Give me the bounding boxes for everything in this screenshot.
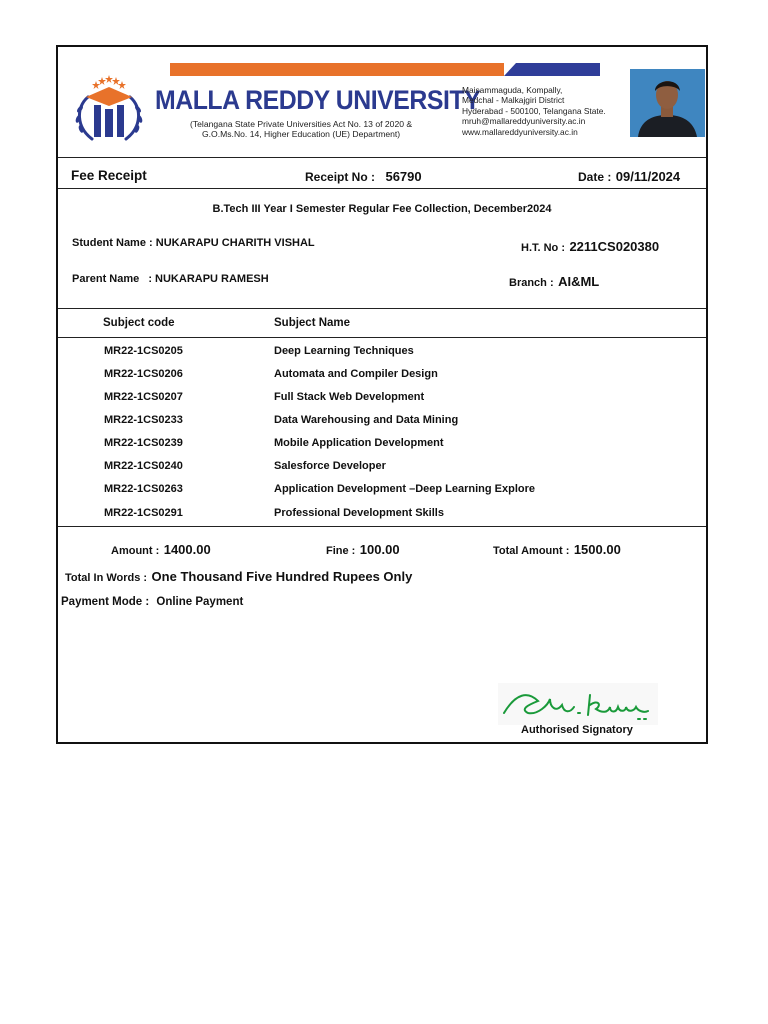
university-logo	[66, 73, 152, 145]
student-name: NUKARAPU CHARITH VISHAL	[155, 237, 315, 249]
student-photo	[630, 69, 705, 137]
subject-name: Mobile Application Development	[274, 437, 444, 449]
branch-value: AI&ML	[558, 274, 600, 289]
total-in-words: One Thousand Five Hundred Rupees Only	[151, 569, 413, 584]
address-line: Hyderabad - 500100, Telangana State.	[462, 105, 606, 116]
university-address	[462, 85, 606, 137]
total-amount-value: 1500.00	[573, 542, 621, 557]
total-amount-group	[493, 541, 621, 559]
subject-code-header: Subject code	[103, 317, 175, 329]
divider	[58, 157, 706, 158]
subject-name: Deep Learning Techniques	[274, 345, 414, 357]
subject-code: MR22-1CS0205	[104, 345, 183, 357]
address-line: Maisammaguda, Kompally,	[462, 85, 563, 95]
receipt-date-group	[578, 168, 680, 186]
branch-group	[509, 273, 599, 291]
subject-name: Professional Development Skills	[274, 507, 444, 519]
payment-mode: Online Payment	[156, 596, 244, 608]
receipt-date-label: Date :	[578, 170, 612, 184]
receipt-title: Fee Receipt	[71, 168, 147, 183]
divider	[58, 337, 706, 338]
authorised-signatory-label: Authorised Signatory	[521, 724, 633, 736]
amount-group	[111, 541, 211, 559]
fine-group	[326, 541, 400, 559]
email-line: mruh@mallareddyuniversity.ac.in	[462, 116, 586, 127]
address-line: Medchal - Malkajgiri District	[462, 95, 565, 106]
subtitle-line-2: G.O.Ms.No. 14, Higher Education (UE) Department)	[201, 129, 401, 139]
hall-ticket-number: 2211CS020380	[569, 239, 660, 254]
student-name-group	[72, 237, 315, 249]
receipt-number: 56790	[385, 169, 422, 184]
subject-code: MR22-1CS0263	[104, 483, 183, 495]
collection-title: B.Tech III Year I Semester Regular Fee Collection, December2024	[212, 203, 552, 215]
fine-label: Fine :	[326, 545, 356, 557]
subject-name: Salesforce Developer	[274, 460, 386, 472]
hall-ticket-label: H.T. No :	[521, 242, 565, 254]
fee-receipt	[56, 45, 708, 744]
signature-image	[498, 683, 658, 725]
receipt-number-group	[305, 168, 422, 186]
subject-name: Automata and Compiler Design	[274, 368, 438, 380]
student-photo-image	[630, 69, 705, 137]
total-in-words-group	[65, 568, 412, 586]
divider	[58, 188, 706, 189]
subtitle-line-1: (Telangana State Private Universities Act No. 13 of 2020 &	[190, 119, 413, 129]
subject-code: MR22-1CS0207	[104, 391, 183, 403]
website-line: www.mallareddyuniversity.ac.in	[462, 126, 578, 137]
subject-name: Full Stack Web Development	[274, 391, 425, 403]
subject-name: Data Warehousing and Data Mining	[274, 414, 459, 426]
parent-name-label: Parent Name	[72, 273, 140, 285]
subject-code: MR22-1CS0240	[104, 460, 183, 472]
header-blue-bar	[504, 63, 600, 76]
university-name: MALLA REDDY UNIVERSITY	[155, 85, 481, 115]
fine-value: 100.00	[359, 542, 400, 557]
total-amount-label: Total Amount :	[493, 545, 570, 557]
student-name-label: Student Name :	[72, 237, 153, 249]
header-orange-bar	[170, 63, 504, 76]
university-subtitle	[190, 119, 412, 139]
parent-name: : NUKARAPU RAMESH	[148, 273, 269, 285]
receipt-number-label: Receipt No :	[305, 170, 376, 184]
payment-mode-label: Payment Mode :	[61, 596, 150, 608]
amount-label: Amount :	[111, 545, 160, 557]
divider	[58, 308, 706, 309]
subject-code: MR22-1CS0233	[104, 414, 183, 426]
payment-mode-group	[61, 596, 243, 608]
subject-code: MR22-1CS0239	[104, 437, 183, 449]
subject-name: Application Development –Deep Learning Explore	[274, 483, 535, 495]
hall-ticket-group	[521, 238, 659, 256]
subject-name-header: Subject Name	[274, 317, 351, 329]
divider	[58, 526, 706, 527]
parent-name-group	[72, 273, 269, 285]
branch-label: Branch :	[509, 277, 554, 289]
amount-value: 1400.00	[163, 542, 211, 557]
subject-code: MR22-1CS0206	[104, 368, 183, 380]
total-in-words-label: Total In Words :	[65, 572, 148, 584]
subject-code: MR22-1CS0291	[104, 507, 183, 519]
receipt-date: 09/11/2024	[615, 169, 681, 184]
